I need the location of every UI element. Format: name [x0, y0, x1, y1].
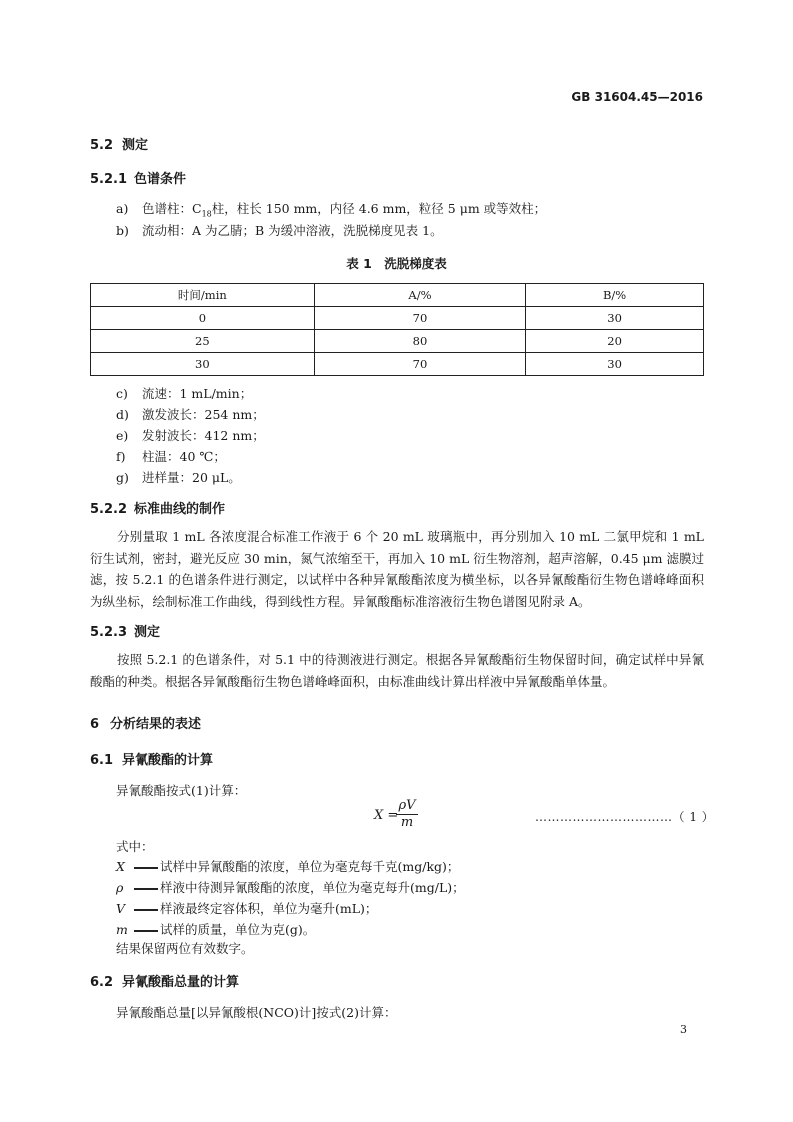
subscript: 18: [201, 209, 212, 219]
variable-symbol: V: [116, 901, 126, 916]
section-title: 异氰酸酯的计算: [122, 753, 214, 768]
variable-symbol: ρ: [116, 880, 124, 895]
list-label: b): [116, 223, 129, 238]
table-caption: 表 1 洗脱梯度表: [346, 256, 447, 271]
variable-def: [116, 920, 315, 938]
list-text-cont: 柱，柱长 150 mm，内径 4.6 mm，粒径 5 μm 或等效柱；: [211, 201, 547, 216]
section-title: 测定: [134, 625, 161, 640]
variable-symbol: X: [116, 859, 125, 874]
list-item-c: [116, 384, 252, 402]
section-number: 5.2.3: [90, 625, 128, 640]
table-row: [91, 353, 704, 376]
fraction-denominator: m: [400, 815, 414, 830]
list-label: d): [116, 407, 129, 422]
paragraph-determination: 按照 5.2.1 的色谱条件，对 5.1 中的待测液进行测定。根据各异氰酸酯衍生物保留时间，确定试样中异氰酸酯的种类。根据各异氰酸酯衍生物色谱峰峰面积，由标准曲线计算出样液中异氰酸酯单体量。: [90, 652, 704, 689]
list-label: e): [116, 428, 129, 443]
list-text: 发射波长：412 nm；: [142, 428, 265, 443]
fraction-numerator: ρV: [398, 798, 416, 813]
paragraph-standard-curve: 分别量取 1 mL 各浓度混合标准工作液于 6 个 20 mL 玻璃瓶中，再分别加入 10 mL 二氯甲烷和 1 mL 衍生试剂，密封，避光反应 30 min，氮气浓缩至干，再加入 10 mL 衍生物溶剂，超声溶解，0.45 μm 滤膜过滤，按 5.2.1 的色谱条件进行测定，以试样中各种异氰酸酯浓度为横坐标，以各异氰酸酯衍生物色谱峰峰面积为纵坐标，绘制标准工作曲线，得到线性方程。异氰酸酯标准溶液衍生物色谱图见附录 A。: [90, 529, 704, 609]
gradient-table: [90, 283, 704, 376]
list-item-a: [116, 199, 546, 219]
table-cell: 20: [526, 330, 704, 353]
section-5-2-heading: [90, 134, 148, 153]
section-title: 分析结果的表述: [110, 717, 202, 732]
section-number: 6.1: [90, 753, 114, 768]
variable-def: [116, 857, 459, 875]
result-note: 结果保留两位有效数字。: [116, 941, 254, 956]
section-number: 6: [90, 717, 100, 732]
section-6-1-heading: [90, 749, 213, 768]
column-header: 时间/min: [91, 284, 315, 307]
list-text: 进样量：20 μL。: [142, 470, 241, 485]
dash: [134, 930, 158, 932]
list-text: 柱温：40 ℃；: [142, 449, 226, 464]
variable-text: 试样中异氰酸酯的浓度，单位为毫克每千克(mg/kg)；: [160, 859, 460, 874]
table-cell: 70: [314, 353, 525, 376]
table-row: [91, 307, 704, 330]
table-row: [91, 330, 704, 353]
section-number: 6.2: [90, 975, 114, 990]
list-label: c): [116, 386, 128, 401]
list-label: g): [116, 470, 129, 485]
table-cell: 25: [91, 330, 315, 353]
table-cell: 0: [91, 307, 315, 330]
section-6-heading: [90, 713, 201, 732]
section-title: 标准曲线的制作: [134, 502, 226, 517]
table-cell: 30: [526, 307, 704, 330]
section-title: 测定: [122, 138, 149, 153]
section-title: 异氰酸酯总量的计算: [122, 975, 240, 990]
table-cell: 70: [314, 307, 525, 330]
dash: [134, 888, 158, 890]
where-label: 式中：: [116, 839, 154, 854]
table-cell: 80: [314, 330, 525, 353]
section-number: 5.2.1: [90, 172, 128, 187]
list-label: a): [116, 201, 129, 216]
list-item-g: [116, 468, 241, 486]
list-item-b: [116, 221, 443, 239]
standard-code: GB 31604.45—2016: [571, 90, 703, 104]
variable-text: 试样的质量，单位为克(g)。: [160, 922, 316, 937]
section-5-2-3-heading: [90, 621, 160, 640]
variable-def: [116, 899, 377, 917]
formula-intro: 异氰酸酯按式(1)计算：: [116, 783, 247, 798]
variable-symbol: m: [116, 922, 128, 937]
formula-lhs: X =: [374, 808, 399, 823]
column-header: B/%: [526, 284, 704, 307]
variable-text: 样液最终定容体积，单位为毫升(mL)；: [160, 901, 378, 916]
list-text: 色谱柱：C: [142, 201, 202, 216]
page-number: 3: [680, 1023, 687, 1036]
list-text: 流速：1 mL/min；: [142, 386, 253, 401]
dash: [134, 909, 158, 911]
fraction: [396, 798, 418, 831]
section-5-2-2-heading: [90, 498, 225, 517]
list-text: 激发波长：254 nm；: [142, 407, 265, 422]
section-title: 色谱条件: [134, 172, 187, 187]
section-number: 5.2: [90, 138, 114, 153]
list-item-f: [116, 447, 226, 465]
formula2-intro: 异氰酸酯总量[以异氰酸根(NCO)计]按式(2)计算：: [116, 1005, 397, 1020]
list-item-e: [116, 426, 265, 444]
table-cell: 30: [91, 353, 315, 376]
dash: [134, 867, 158, 869]
section-5-2-1-heading: [90, 168, 186, 187]
table-cell: 30: [526, 353, 704, 376]
variable-text: 样液中待测异氰酸酯的浓度，单位为毫克每升(mg/L)；: [160, 880, 465, 895]
variable-def: [116, 878, 465, 896]
section-number: 5.2.2: [90, 502, 128, 517]
table-header-row: [91, 284, 704, 307]
section-6-2-heading: [90, 971, 239, 990]
column-header: A/%: [314, 284, 525, 307]
list-item-d: [116, 405, 265, 423]
equation-number: ……………………………（ 1 ）: [535, 810, 715, 824]
list-label: f): [116, 449, 126, 464]
list-text: 流动相：A 为乙腈；B 为缓冲溶液，洗脱梯度见表 1。: [142, 223, 443, 238]
